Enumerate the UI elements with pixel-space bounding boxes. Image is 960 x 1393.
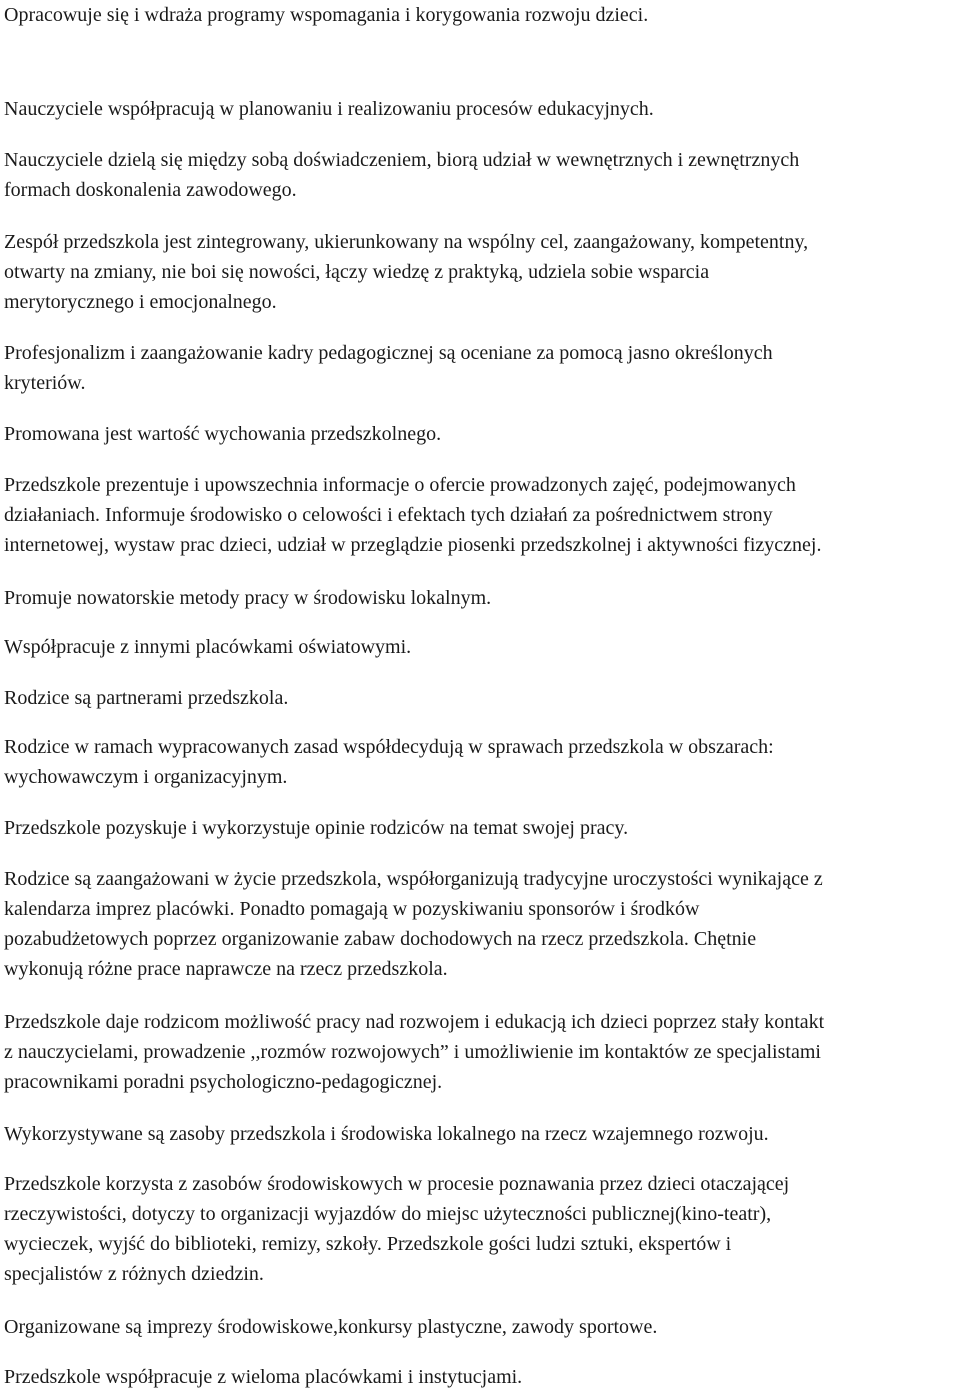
paragraph-teachers-share <box>4 145 960 205</box>
paragraph-professionalism <box>4 338 960 398</box>
paragraph-line: Nauczyciele współpracują w planowaniu i realizowaniu procesów edukacyjnych. <box>4 98 654 120</box>
paragraph-line: Promuje nowatorskie metody pracy w środowisku lokalnym. <box>4 587 492 609</box>
paragraph-line: wykonują różne prace naprawcze na rzecz przedszkola. <box>4 958 448 980</box>
paragraph-line: rzeczywistości, dotyczy to organizacji wyjazdów do miejsc użyteczności publicznej(kino-teatr), <box>4 1203 772 1225</box>
paragraph-line: wychowawczym i organizacyjnym. <box>4 766 288 788</box>
paragraph-line: formach doskonalenia zawodowego. <box>4 179 297 201</box>
paragraph-line: Nauczyciele dzielą się między sobą doświadczeniem, biorą udział w wewnętrznych i zewnętrznych <box>4 149 800 171</box>
paragraph-parents-partners <box>4 683 960 713</box>
paragraph-line: Przedszkole daje rodzicom możliwość pracy nad rozwojem i edukacją ich dzieci poprzez stały kontakt <box>4 1011 825 1033</box>
paragraph-line: działaniach. Informuje środowisko o celowości i efektach tych działań za pośrednictwem strony <box>4 504 773 526</box>
paragraph-innovative-methods <box>4 583 960 613</box>
paragraph-line: Rodzice są zaangażowani w życie przedszkola, współorganizują tradycyjne uroczystości wynikające z <box>4 868 823 890</box>
paragraph-line: Rodzice są partnerami przedszkola. <box>4 687 289 709</box>
paragraph-line: internetowej, wystaw prac dzieci, udział w przeglądzie piosenki przedszkolnej i aktywności fizycznej. <box>4 534 822 556</box>
paragraph-line: Organizowane są imprezy środowiskowe,konkursy plastyczne, zawody sportowe. <box>4 1316 658 1338</box>
paragraph-line: Rodzice w ramach wypracowanych zasad współdecydują w sprawach przedszkola w obszarach: <box>4 736 774 758</box>
paragraph-team <box>4 227 960 317</box>
paragraph-line: pracownikami poradni psychologiczno-pedagogicznej. <box>4 1071 443 1093</box>
paragraph-cooperation-institutions <box>4 632 960 662</box>
paragraph-environment <box>4 1169 960 1289</box>
paragraph-line: wycieczek, wyjść do biblioteki, remizy, szkoły. Przedszkole gości ludzi sztuki, ekspertów i <box>4 1233 732 1255</box>
paragraph-line: Profesjonalizm i zaangażowanie kadry pedagogicznej są oceniane za pomocą jasno określonych <box>4 342 773 364</box>
paragraph-line: merytorycznego i emocjonalnego. <box>4 291 277 313</box>
paragraph-line: Promowana jest wartość wychowania przedszkolnego. <box>4 423 442 445</box>
paragraph-parents-involved <box>4 864 960 984</box>
paragraph-cooperation <box>4 1362 960 1392</box>
paragraph-presentation <box>4 470 960 560</box>
paragraph-line: pozabudżetowych poprzez organizowanie zabaw dochodowych na rzecz przedszkola. Chętnie <box>4 928 757 950</box>
paragraph-line: Opracowuje się i wdraża programy wspomagania i korygowania rozwoju dzieci. <box>4 4 649 26</box>
paragraph-line: kryteriów. <box>4 372 86 394</box>
paragraph-parents-contact <box>4 1007 960 1097</box>
paragraph-programs <box>4 0 960 30</box>
paragraph-line: Zespół przedszkola jest zintegrowany, ukierunkowany na wspólny cel, zaangażowany, kompetentny, <box>4 231 809 253</box>
paragraph-opinions <box>4 813 960 843</box>
paragraph-line: Przedszkole pozyskuje i wykorzystuje opinie rodziców na temat swojej pracy. <box>4 817 629 839</box>
paragraph-resources <box>4 1119 960 1149</box>
paragraph-line: Przedszkole współpracuje z wieloma placówkami i instytucjami. <box>4 1366 523 1388</box>
paragraph-events <box>4 1312 960 1342</box>
paragraph-line: Przedszkole prezentuje i upowszechnia informacje o ofercie prowadzonych zajęć, podejmowanych <box>4 474 796 496</box>
paragraph-line: Przedszkole korzysta z zasobów środowiskowych w procesie poznawania przez dzieci otaczającej <box>4 1173 790 1195</box>
paragraph-teachers-cooperate <box>4 94 960 124</box>
paragraph-line: kalendarza imprez placówki. Ponadto pomagają w pozyskiwaniu sponsorów i środków <box>4 898 700 920</box>
paragraph-line: Wykorzystywane są zasoby przedszkola i środowiska lokalnego na rzecz wzajemnego rozwoju. <box>4 1123 769 1145</box>
paragraph-line: Współpracuje z innymi placówkami oświatowymi. <box>4 636 412 658</box>
paragraph-line: z nauczycielami, prowadzenie ,,rozmów rozwojowych” i umożliwienie im kontaktów ze specjalistami <box>4 1041 821 1063</box>
paragraph-line: specjalistów z różnych dziedzin. <box>4 1263 264 1285</box>
paragraph-promotion <box>4 419 960 449</box>
paragraph-line: otwarty na zmiany, nie boi się nowości, łączy wiedzę z praktyką, udziela sobie wsparcia <box>4 261 710 283</box>
paragraph-parents-decide <box>4 732 960 792</box>
